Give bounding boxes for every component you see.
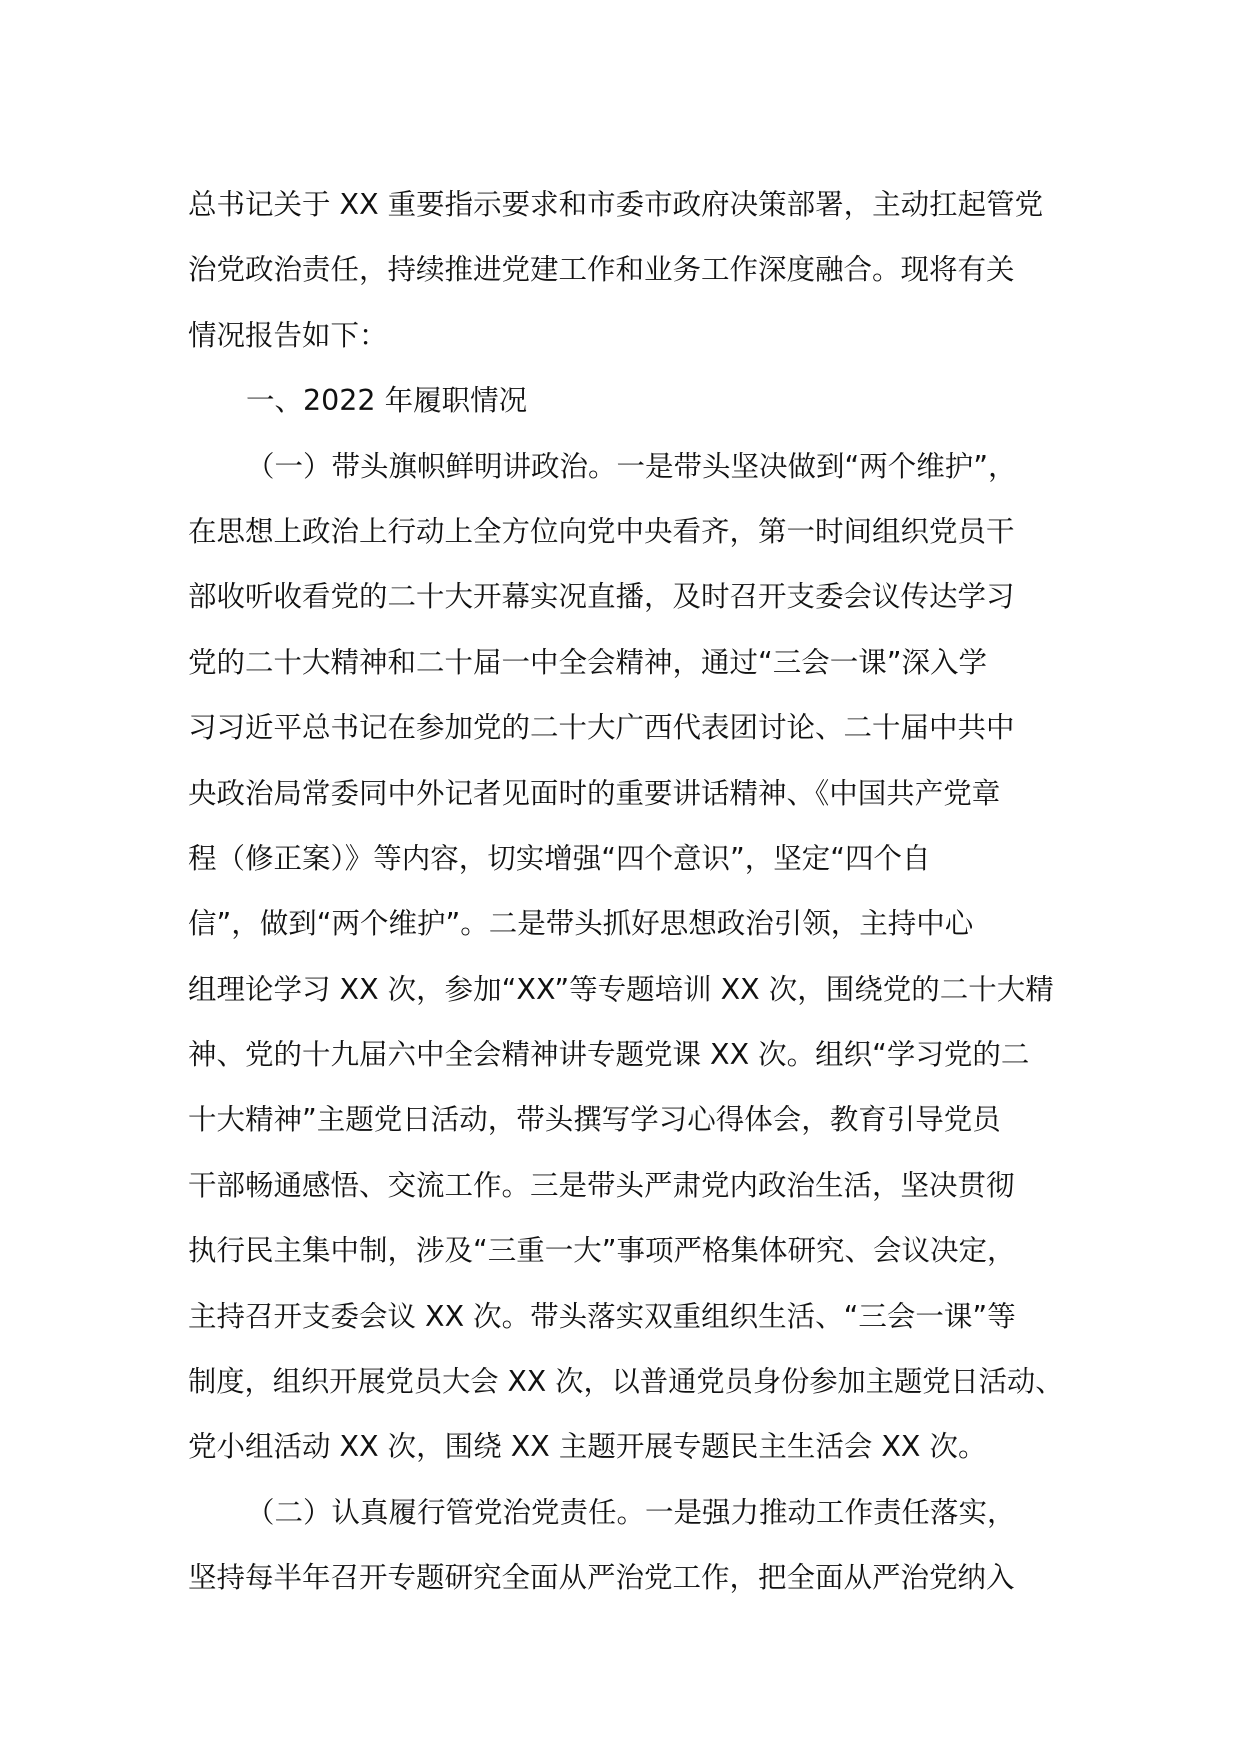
body-line: 情况报告如下：: [188, 318, 388, 352]
body-line: 央政治局常委同中外记者见面时的重要讲话精神、《中国共产党章: [188, 776, 1001, 810]
body-line: 习习近平总书记在参加党的二十大广西代表团讨论、二十届中共中: [188, 711, 1015, 745]
body-line: 制度，组织开展党员大会 XX 次，以普通党员身份参加主题党日活动、: [188, 1365, 1064, 1399]
section-heading: 一、2022 年履职情况: [246, 384, 528, 418]
body-line: 总书记关于 XX 重要指示要求和市委市政府决策部署，主动扛起管党: [188, 188, 1044, 221]
body-line: 干部畅通感悟、交流工作。三是带头严肃党内政治生活，坚决贯彻: [188, 1168, 1015, 1202]
body-line: 组理论学习 XX 次，参加“XX”等专题培训 XX 次，围绕党的二十大精: [188, 972, 1054, 1006]
body-line: 执行民主集中制，涉及“三重一大”事项严格集体研究、会议决定，: [188, 1234, 1016, 1268]
subsection-heading-line: （二）认真履行管党治党责任。一是强力推动工作责任落实，: [246, 1495, 1016, 1529]
body-line: 坚持每半年召开专题研究全面从严治党工作，把全面从严治党纳入: [188, 1561, 1015, 1595]
body-line: 程（修正案）》等内容，切实增强“四个意识”，坚定“四个自: [188, 841, 931, 875]
body-line: 神、党的十九届六中全会精神讲专题党课 XX 次。组织“学习党的二: [188, 1038, 1030, 1072]
body-line: 在思想上政治上行动上全方位向党中央看齐，第一时间组织党员干: [188, 514, 1015, 548]
body-line: 部收听收看党的二十大开幕实况直播，及时召开支委会议传达学习: [188, 580, 1015, 614]
body-line: 主持召开支委会议 XX 次。带头落实双重组织生活、“三会一课”等: [188, 1299, 1016, 1333]
body-line: 党小组活动 XX 次，围绕 XX 主题开展专题民主生活会 XX 次。: [188, 1430, 987, 1464]
document-body: [188, 172, 1064, 1611]
body-line: 十大精神”主题党日活动，带头撰写学习心得体会，教育引导党员: [188, 1103, 1001, 1137]
body-line: 治党政治责任，持续推进党建工作和业务工作深度融合。现将有关: [188, 253, 1015, 287]
body-line: 信”，做到“两个维护”。二是带头抓好思想政治引领，主持中心: [188, 907, 974, 941]
body-line: 党的二十大精神和二十届一中全会精神，通过“三会一课”深入学: [188, 645, 988, 679]
subsection-heading-line: （一）带头旗帜鲜明讲政治。一是带头坚决做到“两个维护”，: [246, 449, 1017, 483]
